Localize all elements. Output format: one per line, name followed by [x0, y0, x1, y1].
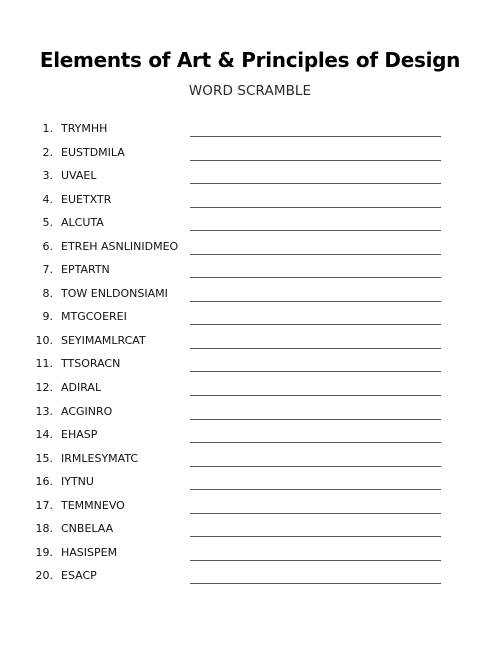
scrambled-word: SEYIMAMLRCAT — [61, 333, 146, 347]
answer-line — [190, 583, 441, 584]
scramble-item — [0, 353, 500, 377]
scramble-item — [0, 542, 500, 566]
answer-line — [190, 324, 441, 325]
answer-line — [190, 395, 441, 396]
item-number: 18. — [35, 522, 53, 536]
scrambled-word: CNBELAA — [61, 522, 114, 536]
item-number: 5. — [42, 216, 53, 230]
scramble-item — [0, 495, 500, 519]
item-number: 8. — [42, 286, 53, 300]
item-number: 6. — [42, 239, 53, 253]
scramble-item — [0, 518, 500, 542]
scrambled-word: TTSORACN — [61, 357, 121, 371]
answer-line — [190, 442, 441, 443]
item-number: 10. — [35, 333, 53, 347]
scramble-item — [0, 236, 500, 260]
scrambled-word: TRYMHH — [61, 122, 108, 135]
item-number: 19. — [35, 545, 53, 559]
item-number: 3. — [42, 169, 53, 183]
answer-line — [190, 301, 441, 302]
scrambled-word: EPTARTN — [61, 263, 110, 277]
answer-line — [190, 160, 441, 161]
scramble-item — [0, 165, 500, 189]
answer-line — [190, 207, 441, 208]
item-number: 11. — [35, 357, 53, 371]
scramble-item — [0, 118, 500, 142]
scramble-item — [0, 189, 500, 213]
scrambled-word: ALCUTA — [61, 216, 104, 230]
item-number: 13. — [35, 404, 53, 418]
item-number: 4. — [42, 192, 53, 206]
item-number: 12. — [35, 381, 53, 395]
item-number: 14. — [35, 428, 53, 442]
item-number: 9. — [42, 310, 53, 324]
answer-line — [190, 254, 441, 255]
answer-line — [190, 277, 441, 278]
item-number: 2. — [42, 145, 53, 159]
scramble-item — [0, 330, 500, 354]
answer-line — [190, 348, 441, 349]
page-subtitle: WORD SCRAMBLE — [188, 83, 312, 99]
scramble-list — [0, 118, 500, 589]
scramble-item — [0, 142, 500, 166]
answer-line — [190, 466, 441, 467]
answer-line — [190, 536, 441, 537]
answer-line — [190, 513, 441, 514]
scramble-item — [0, 306, 500, 330]
item-number: 20. — [35, 569, 53, 583]
scrambled-word: ACGINRO — [61, 404, 113, 418]
scramble-item — [0, 283, 500, 307]
item-number: 7. — [42, 263, 53, 277]
scrambled-word: ADIRAL — [61, 381, 102, 395]
item-number: 17. — [35, 498, 53, 512]
scrambled-word: EUETXTR — [61, 192, 112, 206]
answer-line — [190, 230, 441, 231]
scrambled-word: TEMMNEVO — [61, 498, 125, 512]
scramble-item — [0, 448, 500, 472]
scrambled-word: TOW ENLDONSIAMI — [61, 286, 168, 300]
answer-line — [190, 560, 441, 561]
scramble-item — [0, 401, 500, 425]
scrambled-word: EUSTDMILA — [61, 145, 125, 159]
scrambled-word: IRMLESYMATC — [61, 451, 139, 465]
scramble-item — [0, 424, 500, 448]
item-number: 16. — [35, 475, 53, 489]
scrambled-word: UVAEL — [61, 169, 97, 183]
scramble-item — [0, 377, 500, 401]
answer-line — [190, 371, 441, 372]
scramble-item — [0, 471, 500, 495]
scramble-item — [0, 212, 500, 236]
scrambled-word: MTGCOEREI — [61, 310, 127, 324]
answer-line — [190, 419, 441, 420]
scrambled-word: HASISPEM — [61, 545, 118, 559]
answer-line — [190, 489, 441, 490]
item-number: 1. — [42, 122, 53, 135]
scramble-item — [0, 259, 500, 283]
scrambled-word: ESACP — [61, 569, 97, 583]
answer-line — [190, 183, 441, 184]
scramble-item — [0, 565, 500, 589]
scrambled-word: IYTNU — [61, 475, 94, 489]
item-number: 15. — [35, 451, 53, 465]
page-title: Elements of Art & Principles of Design — [39, 48, 461, 72]
scrambled-word: ETREH ASNLINIDMEO — [61, 239, 179, 253]
scrambled-word: EHASP — [61, 428, 98, 442]
answer-line — [190, 136, 441, 137]
